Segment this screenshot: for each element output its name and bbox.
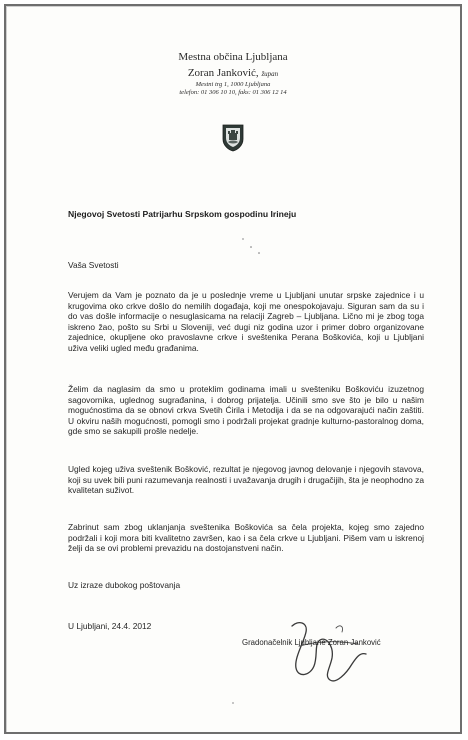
letterhead: [6, 50, 460, 97]
signature-title-line: Gradonačelnik Ljubljane Zoran Janković: [242, 638, 381, 647]
letter-place-date: U Ljubljani, 24.4. 2012: [68, 621, 152, 631]
letterhead-address: Mestni trg 1, 1000 Ljubljana: [195, 81, 271, 88]
scan-speck: [250, 246, 252, 248]
scan-speck: [242, 238, 244, 240]
letterhead-name-line: [6, 66, 460, 81]
letter-closing: Uz izraze dubokog poštovanja: [68, 580, 181, 590]
letterhead-role: župan: [261, 70, 279, 78]
handwritten-signature: [274, 618, 384, 688]
letter-paragraph-1: Verujem da Vam je poznato da je u poslednje vreme u Ljubljani unutar srpske zajednice i u krugovima oko crkve došlo do nemilih događaja, koji me onespokojavaju. Siguran sam da su i do vas došle informacije o nesuglasicama na relaciji Zagreb – Ljubljana. Lično mi je zbog toga iskreno žao, pošto su Srbi u Sloveniji, već dugi niz godina uzor i primer dobro organizovane zajednice, okupljene oko pravoslavne crkve i sveštenika Perana Boškovića, koji u Ljubljani uživa veliki ugled među građanima.: [68, 290, 424, 353]
scanned-letter-frame: [4, 4, 462, 734]
letter-paragraph-3: Ugled kojeg uživa sveštenik Bošković, rezultat je njegovog javnog delovanje i njegovih stavova, koji su uvek bili puni razumevanja realnosti i uvažavanja drugih i drugačijih, šta je neophodno za kvalitetan suživot.: [68, 464, 424, 496]
letterhead-name: Zoran Janković,: [187, 67, 259, 79]
letterhead-organization: Mestna občina Ljubljana: [178, 51, 288, 63]
letter-paragraph-2: Želim da naglasim da smo u proteklim godinama imali u svešteniku Boškoviću izuzetnog sagovornika, uglednog sugrađanina, i dobrog prijatelja. Učinili smo sve što je bilo u našim mogućnostima da se obnovi crkva Svetih Ćirila i Metodija i da se na odgovarajući način zaštiti. U okviru naših mogućnosti, pomogli smo i podržali projekat gradnje kulturno-pastoralnog doma, gde smo se sakupili prošle nedelje.: [68, 384, 424, 437]
letterhead-phone-fax: telefon: 01 306 10 10, faks: 01 306 12 14: [179, 89, 287, 96]
coat-of-arms-icon: [222, 124, 244, 152]
letter-paragraph-4: Zabrinut sam zbog uklanjanja sveštenika Boškovića sa čela projekta, kojeg smo zajedno podržali i koji mora biti kvalitetno završen, kao i sa čela crkve u Ljubljani. Pišem vam u iskrenoj želji da se ovi problemi prevazidu na dostojanstveni način.: [68, 522, 424, 554]
letter-addressee: Njegovoj Svetosti Patrijarhu Srpskom gospodinu Irineju: [68, 209, 297, 219]
letter-page: [6, 6, 460, 732]
scan-speck: [258, 252, 260, 254]
letter-salutation: Vaša Svetosti: [68, 260, 119, 270]
scan-speck: [232, 702, 234, 704]
